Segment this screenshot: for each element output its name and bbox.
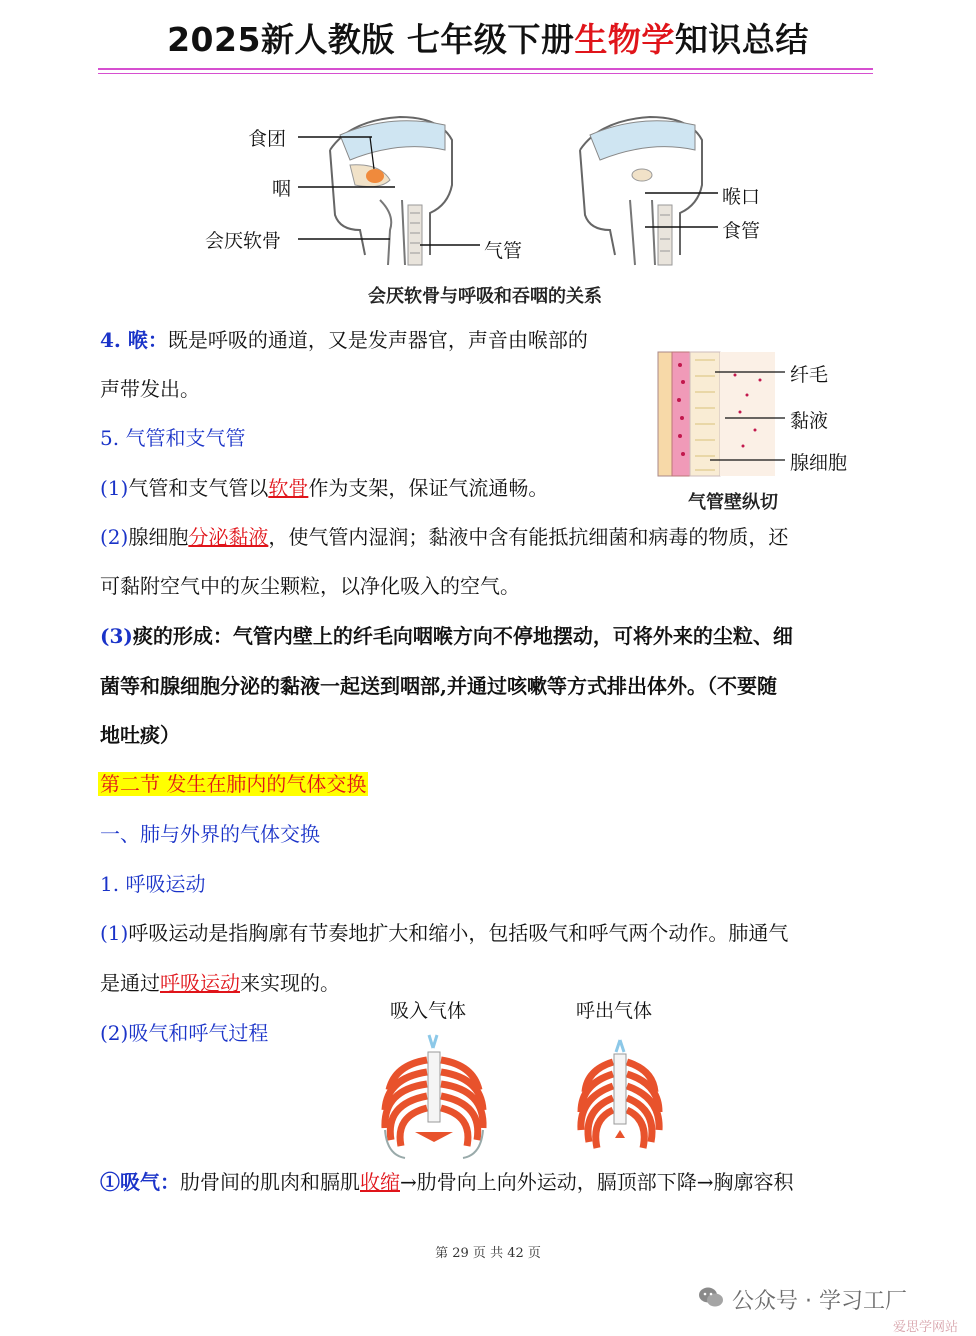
inhale-num: ①吸气： [100, 1170, 180, 1194]
label-pharynx: 咽 [272, 178, 292, 200]
figure2-caption: 气管壁纵切 [688, 492, 778, 513]
section4-num: 4. 喉： [100, 328, 168, 352]
section-two-p1-line1: 呼吸运动是指胸廓有节奏地扩大和缩小，包括吸气和呼气两个动作。肺通气 [128, 921, 789, 945]
title-rule [98, 68, 873, 70]
label-trachea: 气管 [484, 240, 523, 262]
label-food-bolus: 食团 [248, 128, 287, 150]
label-gland-cell: 腺细胞 [790, 452, 848, 474]
section5-p1 [100, 473, 548, 503]
label-exhale: 呼出气体 [576, 1000, 653, 1022]
title-red: 生物学 [574, 20, 675, 59]
inhale-key: 收缩 [360, 1170, 400, 1194]
section5-p2-line2: 可黏附空气中的灰尘颗粒，以净化吸入的空气。 [100, 574, 520, 598]
section-two-p1-line2-pre: 是通过 [100, 971, 160, 995]
section-two-p1-line2 [100, 968, 340, 998]
breathing-figure [375, 1030, 675, 1160]
section-two-heading [98, 769, 368, 799]
label-esophagus: 食管 [722, 220, 761, 242]
section5-p2 [100, 522, 788, 552]
section5-p2-post: ，使气管内湿润；黏液中含有能抵抗细菌和病毒的物质，还 [268, 525, 789, 549]
section5-p1-num: (1) [100, 476, 129, 500]
page-number: 第 29 页 共 42 页 [435, 1246, 541, 1261]
section5-p3 [100, 621, 793, 651]
section-two-sub1-1: 1. 呼吸运动 [100, 872, 206, 896]
title-part2: 知识总结 [674, 20, 809, 59]
section-two-p1-key: 呼吸运动 [160, 971, 240, 995]
label-larynx-opening: 喉口 [722, 186, 761, 208]
page-title [0, 14, 976, 61]
section4-line2: 声带发出。 [100, 377, 200, 401]
section5-p3-line3: 地吐痰） [100, 723, 180, 747]
section-two-p1-num: (1) [100, 921, 129, 945]
inhale-line [100, 1167, 794, 1197]
section-two-p2-num: (2) [100, 1021, 129, 1045]
label-mucus: 黏液 [790, 410, 829, 432]
figure1-caption: 会厌软骨与呼吸和吞咽的关系 [368, 286, 602, 307]
section5-p3-line2: 菌等和腺细胞分泌的黏液一起送到咽部,并通过咳嗽等方式排出体外。（不要随 [100, 674, 777, 698]
wechat-icon [698, 1286, 724, 1308]
section5-p2-pre: 腺细胞 [128, 525, 189, 549]
label-inhale: 吸入气体 [390, 1000, 467, 1022]
section-two-heading-text: 第二节 发生在肺内的气体交换 [100, 772, 367, 796]
inhale-post: →肋骨向上向外运动，膈顶部下降→胸廓容积 [400, 1170, 794, 1194]
section5-p2-key: 分泌黏液 [188, 525, 269, 549]
section5-p1-key: 软骨 [268, 476, 309, 500]
section-two-p1-line2-post: 来实现的。 [240, 971, 340, 995]
watermark-account: 公众号 · 学习工厂 [732, 1289, 907, 1314]
section5-heading: 5. 气管和支气管 [100, 426, 246, 450]
watermark-site: 爱思学网站 [893, 1320, 959, 1335]
section5-p1-post: 作为支架，保证气流通畅。 [308, 476, 549, 500]
section-two-sub1: 一、肺与外界的气体交换 [100, 822, 320, 846]
title-part1: 2025新人教版 七年级下册 [167, 20, 575, 59]
section5-p3-line1: 痰的形成：气管内壁上的纤毛向咽喉方向不停地摆动，可将外来的尘粒、细 [132, 624, 793, 648]
section-two-p1 [100, 918, 788, 948]
section4-line1 [100, 325, 588, 355]
section-two-p2 [100, 1018, 268, 1048]
section5-p3-num: (3) [100, 624, 133, 648]
ribcage-illustration [375, 1030, 675, 1160]
section-two-p2-text: 吸气和呼气过程 [128, 1021, 269, 1045]
label-epiglottis: 会厌软骨 [205, 230, 282, 252]
section5-p1-pre: 气管和支气管以 [128, 476, 269, 500]
label-cilia: 纤毛 [790, 364, 829, 386]
inhale-pre: 肋骨间的肌肉和膈肌 [180, 1170, 360, 1194]
title-rule-thin [98, 73, 873, 74]
section5-p2-num: (2) [100, 525, 129, 549]
section4-text1: 既是呼吸的通道，又是发声器官，声音由喉部的 [167, 328, 588, 352]
